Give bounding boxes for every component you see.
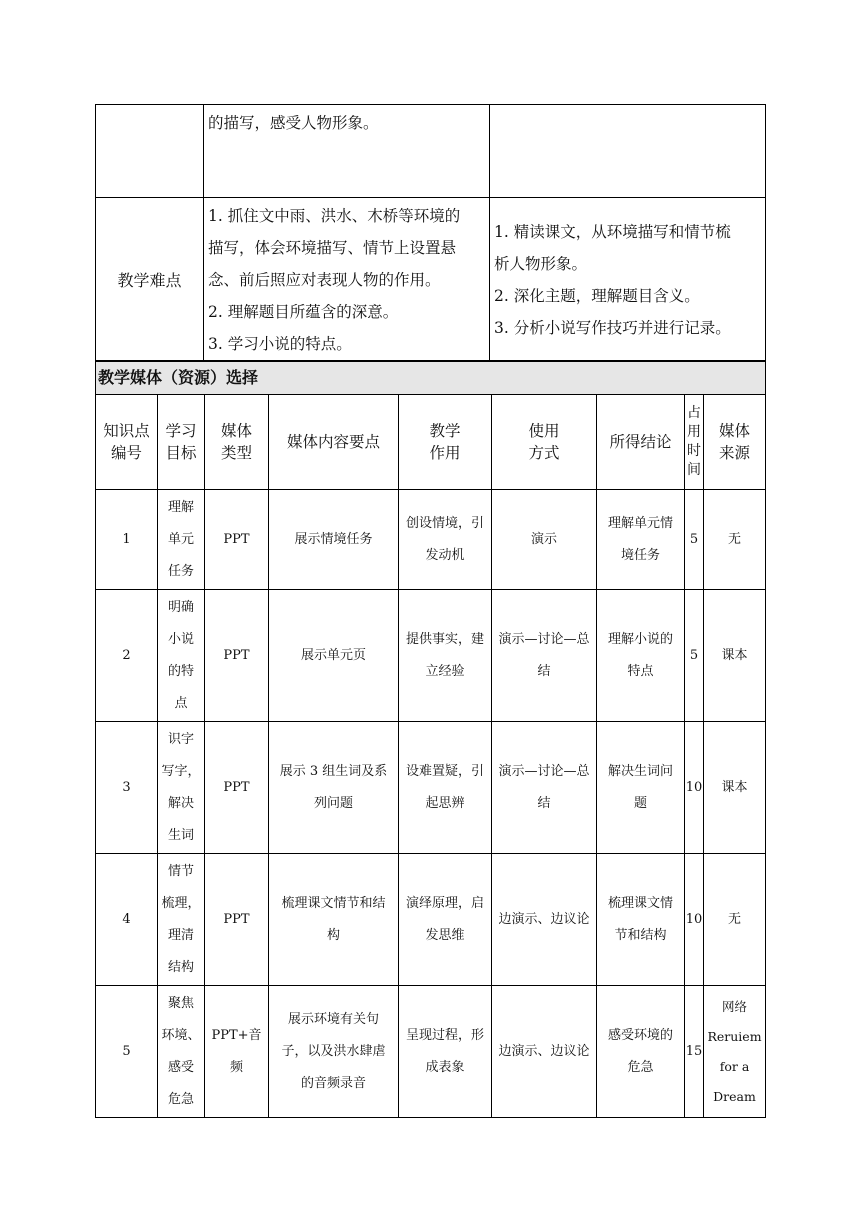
table-row: [96, 198, 766, 361]
cell-content: 展示环境有关句 子，以及洪水肆虐 的音频录音: [269, 986, 399, 1118]
table-row: [96, 854, 766, 986]
cell-no: 2: [96, 590, 158, 722]
cell-no: 4: [96, 854, 158, 986]
cell-role: 呈现过程，形 成表象: [399, 986, 492, 1118]
method-line: 3. 分析小说写作技巧并进行记录。: [494, 319, 731, 337]
cell-usage: 边演示、边议论: [492, 854, 597, 986]
cell-time: 15: [685, 986, 704, 1118]
cell-type: PPT: [205, 854, 269, 986]
table-row: [96, 105, 766, 198]
cell-role: 提供事实，建 立经验: [399, 590, 492, 722]
header-learning-goal: 学习 目标: [158, 395, 205, 490]
cell-role: 创设情境，引 发动机: [399, 490, 492, 590]
cell-no: 3: [96, 722, 158, 854]
cell-conclusion: 理解小说的 特点: [597, 590, 685, 722]
header-media-content: 媒体内容要点: [269, 395, 399, 490]
cell-usage: 演示—讨论—总 结: [492, 590, 597, 722]
cell-time: 10: [685, 722, 704, 854]
cell-time: 5: [685, 490, 704, 590]
method-cell: [490, 105, 766, 198]
header-row: [96, 395, 766, 490]
cell-no: 1: [96, 490, 158, 590]
content-line: 2. 理解题目所蕴含的深意。: [208, 303, 399, 321]
section-title: 教学媒体（资源）选择: [96, 362, 766, 395]
header-media-source: 媒体 来源: [704, 395, 766, 490]
cell-source: 无: [704, 490, 766, 590]
header-knowledge-no: 知识点 编号: [96, 395, 158, 490]
cell-conclusion: 感受环境的 危急: [597, 986, 685, 1118]
cell-conclusion: 解决生词问 题: [597, 722, 685, 854]
cell-goal: 聚焦 环境、 感受 危急: [158, 986, 205, 1118]
content-line: 描写，体会环境描写、情节上设置悬: [208, 239, 457, 257]
cell-source: 课本: [704, 722, 766, 854]
cell-conclusion: 梳理课文情 节和结构: [597, 854, 685, 986]
header-media-type: 媒体 类型: [205, 395, 269, 490]
content-line: 3. 学习小说的特点。: [208, 335, 352, 353]
header-conclusion: 所得结论: [597, 395, 685, 490]
cell-goal: 理解 单元 任务: [158, 490, 205, 590]
cell-no: 5: [96, 986, 158, 1118]
cell-goal: 明确 小说 的特 点: [158, 590, 205, 722]
table-row: [96, 590, 766, 722]
cell-time: 10: [685, 854, 704, 986]
cell-goal: 情节 梳理， 理清 结构: [158, 854, 205, 986]
content-line: 念、前后照应对表现人物的作用。: [208, 271, 441, 289]
row-label-teaching-difficulty: 教学难点: [96, 198, 204, 361]
table-row: [96, 986, 766, 1118]
table-row: [96, 490, 766, 590]
method-line: 析人物形象。: [494, 255, 588, 273]
content-cell: [204, 105, 490, 198]
table-row: [96, 722, 766, 854]
cell-source: 网络 Reruiem for a Dream: [704, 986, 766, 1118]
cell-conclusion: 理解单元情 境任务: [597, 490, 685, 590]
cell-source: 课本: [704, 590, 766, 722]
method-line: 1. 精读课文，从环境描写和情节梳: [494, 223, 731, 241]
cell-usage: 演示—讨论—总 结: [492, 722, 597, 854]
difficulty-method-cell: [490, 198, 766, 361]
header-usage-method: 使用 方式: [492, 395, 597, 490]
content-line: 的描写，感受人物形象。: [208, 114, 379, 132]
cell-content: 展示单元页: [269, 590, 399, 722]
cell-type: PPT: [205, 490, 269, 590]
difficulty-content-cell: [204, 198, 490, 361]
content-line: 1. 抓住文中雨、洪水、木桥等环境的: [208, 207, 461, 225]
header-teaching-role: 教学 作用: [399, 395, 492, 490]
header-time: 占 用 时 间: [685, 395, 704, 490]
cell-usage: 演示: [492, 490, 597, 590]
cell-type: PPT: [205, 590, 269, 722]
cell-time: 5: [685, 590, 704, 722]
cell-goal: 识字 写字， 解决 生词: [158, 722, 205, 854]
cell-type: PPT+音 频: [205, 986, 269, 1118]
cell-content: 展示情境任务: [269, 490, 399, 590]
cell-role: 演绎原理，启 发思维: [399, 854, 492, 986]
cell-content: 展示 3 组生词及系 列问题: [269, 722, 399, 854]
cell-role: 设难置疑，引 起思辨: [399, 722, 492, 854]
teaching-key-points-table: [95, 104, 766, 361]
cell-source: 无: [704, 854, 766, 986]
row-label: [96, 105, 204, 198]
media-selection-table: [95, 361, 766, 1118]
cell-content: 梳理课文情节和结 构: [269, 854, 399, 986]
cell-type: PPT: [205, 722, 269, 854]
section-title-row: [96, 362, 766, 395]
method-line: 2. 深化主题，理解题目含义。: [494, 287, 700, 305]
cell-usage: 边演示、边议论: [492, 986, 597, 1118]
